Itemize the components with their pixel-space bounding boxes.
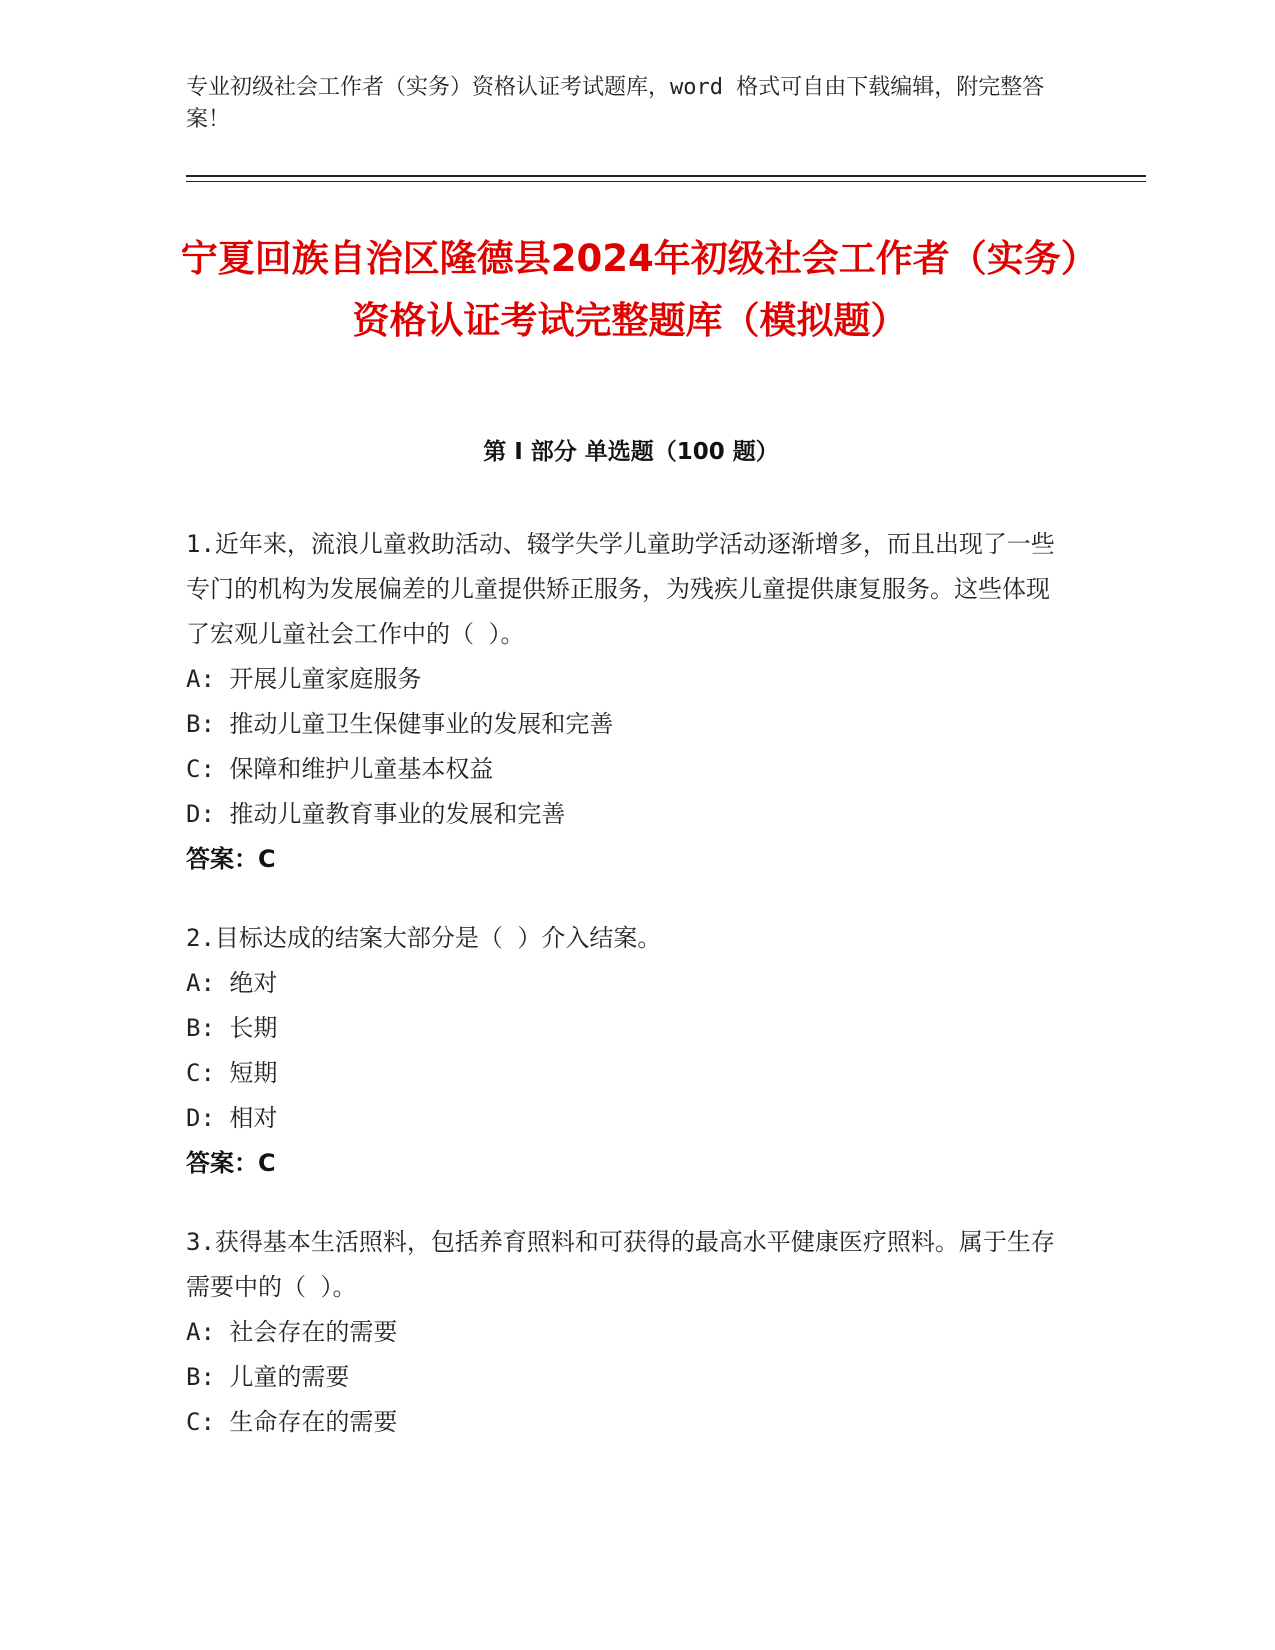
question-option-b: B: 长期 [186,1014,278,1042]
question-2 [186,916,1056,1186]
question-stem: 1.近年来，流浪儿童救助活动、辍学失学儿童助学活动逐渐增多，而且出现了一些专门的机构为发展偏差的儿童提供矫正服务，为残疾儿童提供康复服务。这些体现了宏观儿童社会工作中的（ ）。 [186,530,1055,648]
header-divider-thin [186,181,1146,182]
question-option-c: C: 保障和维护儿童基本权益 [186,755,494,783]
question-option-a: A: 开展儿童家庭服务 [186,665,422,693]
question-answer: 答案：C [186,845,276,873]
document-title: 宁夏回族自治区隆德县2024年初级社会工作者（实务）资格认证考试完整题库（模拟题） [180,237,1080,342]
question-answer: 答案：C [186,1149,276,1177]
question-option-b: B: 儿童的需要 [186,1363,350,1391]
header-divider-thick [186,175,1146,177]
question-option-b: B: 推动儿童卫生保健事业的发展和完善 [186,710,614,738]
question-stem: 3.获得基本生活照料，包括养育照料和可获得的最高水平健康医疗照料。属于生存需要中的（ ）。 [186,1228,1055,1301]
question-stem: 2.目标达成的结案大部分是（ ）介入结案。 [186,924,662,952]
question-option-d: D: 推动儿童教育事业的发展和完善 [186,800,566,828]
question-3 [186,1220,1056,1445]
question-option-c: C: 短期 [186,1059,278,1087]
question-list [186,522,1056,1479]
question-option-a: A: 社会存在的需要 [186,1318,398,1346]
header-note: 专业初级社会工作者（实务）资格认证考试题库，word 格式可自由下载编辑，附完整答案！ [186,75,1045,132]
question-option-d: D: 相对 [186,1104,278,1132]
question-option-a: A: 绝对 [186,969,278,997]
question-option-c: C: 生命存在的需要 [186,1408,398,1436]
section-heading: 第 I 部分 单选题（100 题） [483,439,779,465]
question-1 [186,522,1056,882]
